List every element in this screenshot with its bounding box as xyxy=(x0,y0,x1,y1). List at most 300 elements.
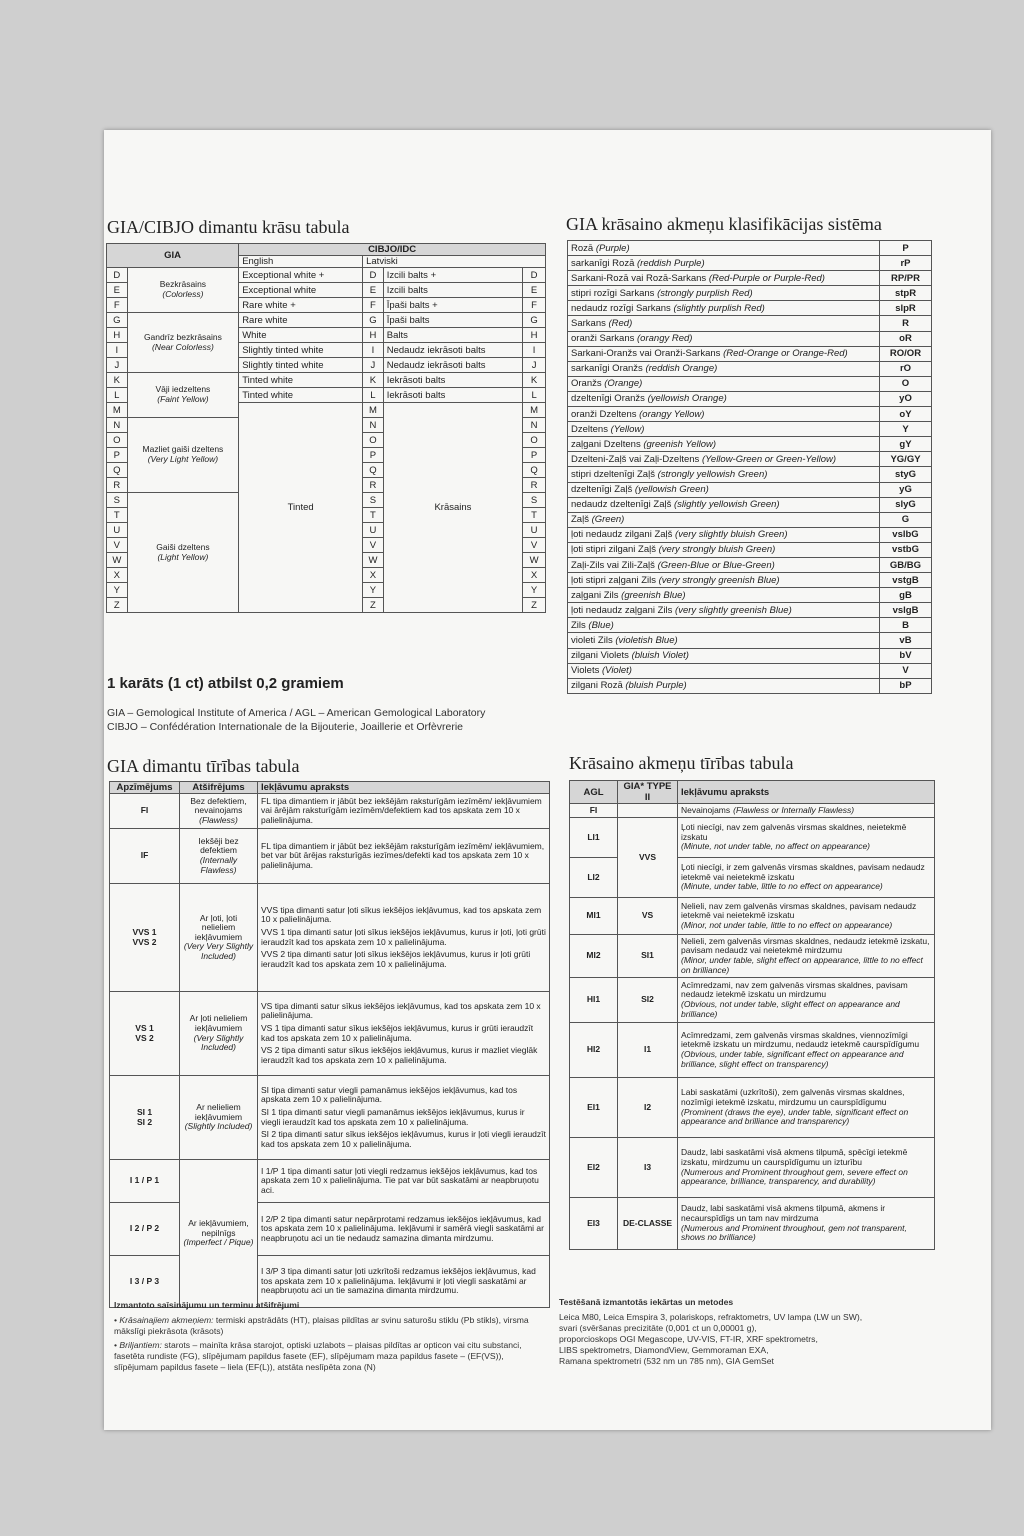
cc-desc-en: (Numerous and Prominent throughout gem, severe effect on appearance, brilliance, transparency, and durability) xyxy=(681,1166,908,1187)
cc-desc-en: (Obvious, not under table, slight effect on appearance and brilliance) xyxy=(681,999,900,1019)
grade-letter: X xyxy=(107,568,128,583)
english-name: White xyxy=(239,328,363,343)
decoding-en: (Very Very Slightly Included) xyxy=(183,941,254,961)
idc-letter: I xyxy=(523,343,546,358)
grade-letter: N xyxy=(107,418,128,433)
clarity-title: GIA dimantu tīrības tabula xyxy=(107,756,300,776)
clarity-code: FI xyxy=(110,794,180,829)
color-system-row xyxy=(568,376,932,391)
cibjo-letter: Y xyxy=(363,583,384,598)
group-name: Mazliet gaiši dzeltens xyxy=(142,444,224,455)
latvian-name: Izcili balts xyxy=(383,283,522,298)
color-name-lv: nedaudz rozīgi Sarkans xyxy=(571,302,671,314)
idc-letter: U xyxy=(523,523,546,538)
cc-description xyxy=(678,1198,935,1250)
cc-row xyxy=(570,818,935,858)
color-system-row xyxy=(568,542,932,557)
color-code: vslgB xyxy=(880,603,932,618)
methods-line: svari (svēršanas precizitāte (0,001 ct un 0,00001 g), xyxy=(559,1323,757,1333)
cibjo-letter: Q xyxy=(363,463,384,478)
color-system-row xyxy=(568,648,932,663)
idc-letter: R xyxy=(523,478,546,493)
agl-code: LI2 xyxy=(570,858,618,898)
header-row xyxy=(107,244,546,256)
decoding-text: Ar ļoti, ļoti nelieliem iekļāvumiem xyxy=(194,912,243,942)
idc-letter: L xyxy=(523,388,546,403)
grade-letter: T xyxy=(107,508,128,523)
color-system-row xyxy=(568,271,932,286)
color-code: O xyxy=(880,376,932,391)
color-name xyxy=(568,512,880,527)
grade-letter: O xyxy=(107,433,128,448)
color-system-row xyxy=(568,573,932,588)
grade-letter: V xyxy=(107,538,128,553)
clarity-description xyxy=(258,794,550,829)
color-system-row xyxy=(568,452,932,467)
idc-letter: Z xyxy=(523,598,546,613)
color-code: yO xyxy=(880,391,932,406)
description-paragraph: FL tipa dimantiem ir jābūt bez iekšējām raksturīgām iezīmēm/ iekļāvumiem vai ārējām raksturīgām iezīmēm/defektiem kad tos apskata zem 10 x palielinājuma. xyxy=(261,795,542,825)
color-code: YG/GY xyxy=(880,452,932,467)
clarity-decoding xyxy=(180,1160,258,1308)
cibjo-letter: V xyxy=(363,538,384,553)
cc-desc-lv: Daudz, labi saskatāmi visā akmens tilpumā, spēcīgi ietekmē izskatu, mirdzumu un caurspīdīgumu un izturību xyxy=(681,1147,908,1167)
description-paragraph: I 2/P 2 tipa dimanti satur nepārprotami redzamus iekšējos iekļāvumus, kad tos apskata zem 10 x palielinājuma. Iekļāvumi ir samērā viegli saskatāmi ar neapbruņotu aci un tie nedaudz samazina dimanta mirdzumu. xyxy=(261,1213,544,1243)
color-name-lv: Sarkani-Rozā vai Rozā-Sarkans xyxy=(571,272,707,284)
cc-row xyxy=(570,1023,935,1078)
agl-code: LI1 xyxy=(570,818,618,858)
colored-clarity-table xyxy=(569,780,935,1250)
color-system-row xyxy=(568,437,932,452)
cc-desc-lv: Acīmredzami, nav zem galvenās virsmas skaldnes, pavisam nedaudz ietekmē izskatu un mirdzumu xyxy=(681,979,908,1000)
grade-letter: Q xyxy=(107,463,128,478)
color-group xyxy=(127,493,239,613)
description-paragraph: VVS tipa dimanti satur ļoti sīkus iekšējos iekļāvumus, kad tos apskata zem 10 x palielinājuma. xyxy=(261,904,542,925)
color-name-lv: Violets xyxy=(571,665,600,677)
color-name xyxy=(568,663,880,678)
gia-head: GIA xyxy=(107,244,239,268)
color-name xyxy=(568,603,880,618)
grade-letter: W xyxy=(107,553,128,568)
color-name xyxy=(568,422,880,437)
color-code: oR xyxy=(880,331,932,346)
gia-code: VVS xyxy=(618,818,678,898)
grade-letter: J xyxy=(107,358,128,373)
idc-letter: S xyxy=(523,493,546,508)
idc-letter: X xyxy=(523,568,546,583)
color-code: rP xyxy=(880,256,932,271)
color-group xyxy=(127,373,239,418)
color-code: vstbG xyxy=(880,542,932,557)
description-paragraph: SI 1 tipa dimanti satur viegli pamanāmus iekšējos iekļāvumus, kurus ir viegli ieraudzīt kad tos apskata zem 10 x palielinājuma. xyxy=(261,1106,525,1127)
decoding-text: Bez defektiem, nevainojams xyxy=(190,795,247,816)
agl-code: EI2 xyxy=(570,1138,618,1198)
clarity-code: I 2 / P 2 xyxy=(110,1203,180,1256)
terms-item: • Briljantiem: starots – mainīta krāsa starojot, optiski uzlabots – plaisas pildītas ar opticon vai citu substanci, fasetēta rundiste (FG), slīpējumam papildus fasete (EF), slīpējumam maza papildus fasete – (EF(VS)), slīpējumam papildus fasete – liela (EF(L)), atstāta neslīpēta zona (N) xyxy=(114,1340,522,1372)
color-system-row xyxy=(568,497,932,512)
color-system-row xyxy=(568,618,932,633)
idc-letter: Y xyxy=(523,583,546,598)
cc-row xyxy=(570,1078,935,1138)
cc-row xyxy=(570,804,935,818)
color-name-en: (Red-Purple or Purple-Red) xyxy=(708,272,825,284)
clarity-row xyxy=(110,884,550,992)
latvian-name: Nedaudz iekrāsoti balts xyxy=(383,358,522,373)
idc-letter: H xyxy=(523,328,546,343)
color-name xyxy=(568,301,880,316)
color-name-en: (yellowish Orange) xyxy=(647,393,727,405)
description-paragraph: FL tipa dimantiem ir jābūt bez iekšējām raksturīgām iezīmēm/ iekļāvumiem, bet var būt ārējas raksturīgās iezīmes/defekti kad tos apskata zem 10 x palielinājuma. xyxy=(261,840,545,870)
cibjo-letter: Z xyxy=(363,598,384,613)
color-row xyxy=(107,373,546,388)
color-name-lv: violeti Zils xyxy=(571,634,613,646)
color-system-row xyxy=(568,678,932,693)
gia-code: VS xyxy=(618,898,678,935)
color-system-row xyxy=(568,512,932,527)
color-name-en: (Green) xyxy=(591,514,625,526)
decoding-en: (Slightly Included) xyxy=(184,1121,253,1132)
color-name xyxy=(568,588,880,603)
cc-desc-lv: Nelieli, zem galvenās virsmas skaldnes, nedaudz ietekmē izskatu, pavisam nedaudz vai neietekmē mirdzumu xyxy=(681,935,930,956)
color-name xyxy=(568,331,880,346)
idc-letter: P xyxy=(523,448,546,463)
cibjo-head: CIBJO/IDC xyxy=(239,244,546,256)
cc-description xyxy=(678,1023,935,1078)
clarity-head: Iekļāvumu apraksts xyxy=(258,782,550,794)
color-name-en: (Red) xyxy=(608,318,633,330)
grade-letter: P xyxy=(107,448,128,463)
cc-desc-lv: Acīmredzami, zem galvenās virsmas skaldnes, viennozīmīgi ietekmē izskatu un mirdzumu, nedaudz ietekmē caurspīdīgumu xyxy=(681,1029,920,1050)
color-name-lv: zilgani Violets xyxy=(571,650,629,662)
decoding-en: (Imperfect / Pique) xyxy=(183,1237,254,1248)
clarity-code: I 1 / P 1 xyxy=(110,1160,180,1203)
decoding-en: (Flawless) xyxy=(199,814,238,825)
color-name-en: (Orange) xyxy=(604,378,643,390)
idc-letter: G xyxy=(523,313,546,328)
cc-desc-en: (Minute, under table, little to no effect on appearance) xyxy=(681,881,883,892)
color-system-row xyxy=(568,467,932,482)
grade-letter: G xyxy=(107,313,128,328)
grade-letter: H xyxy=(107,328,128,343)
cc-row xyxy=(570,935,935,978)
cc-desc-en: (Minor, not under table, little to no effect on appearance) xyxy=(681,919,893,930)
cc-description xyxy=(678,804,935,818)
idc-letter: D xyxy=(523,268,546,283)
color-system-row xyxy=(568,346,932,361)
decoding-en: (Internally Flawless) xyxy=(199,855,238,875)
clarity-decoding xyxy=(180,829,258,884)
color-code: vslbG xyxy=(880,527,932,542)
color-name xyxy=(568,346,880,361)
color-name-en: (reddish Orange) xyxy=(645,363,718,375)
abbr-line: GIA – Gemological Institute of America / AGL – American Gemological Laboratory xyxy=(107,707,486,719)
color-name xyxy=(568,482,880,497)
color-name xyxy=(568,542,880,557)
cibjo-letter: L xyxy=(363,388,384,403)
color-system-row xyxy=(568,331,932,346)
idc-letter: V xyxy=(523,538,546,553)
clarity-head: Atšifrējums xyxy=(180,782,258,794)
clarity-row xyxy=(110,1203,550,1256)
cc-head: Iekļāvumu apraksts xyxy=(678,781,935,804)
color-name-en: (Red-Orange or Orange-Red) xyxy=(723,348,848,360)
color-code: RO/OR xyxy=(880,346,932,361)
cc-description xyxy=(678,1138,935,1198)
terms-block xyxy=(114,1300,544,1373)
cc-desc-en: (Flawless or Internally Flawless) xyxy=(733,804,855,815)
color-name-en: (bluish Violet) xyxy=(631,650,689,662)
gia-code: DE-CLASSE xyxy=(618,1198,678,1250)
description-paragraph: VS tipa dimanti satur sīkus iekšējos iekļāvumus, kad tos apskata zem 10 x palielinājuma. xyxy=(261,1000,541,1021)
grade-letter: M xyxy=(107,403,128,418)
color-system-table xyxy=(567,240,932,694)
color-name-en: (very strongly bluish Green) xyxy=(658,544,776,556)
color-name-lv: Zils xyxy=(571,619,586,631)
grade-letter: L xyxy=(107,388,128,403)
latvian-name: Balts xyxy=(383,328,522,343)
cc-row xyxy=(570,1198,935,1250)
clarity-description xyxy=(258,829,550,884)
color-system-row xyxy=(568,301,932,316)
cc-desc-lv: Nevainojams xyxy=(681,804,731,815)
color-code: rO xyxy=(880,361,932,376)
color-system-row xyxy=(568,527,932,542)
cc-description xyxy=(678,935,935,978)
color-name xyxy=(568,618,880,633)
idc-letter: J xyxy=(523,358,546,373)
color-system-row xyxy=(568,422,932,437)
agl-code: MI2 xyxy=(570,935,618,978)
latvian-name: Īpaši balts + xyxy=(383,298,522,313)
cibjo-letter: X xyxy=(363,568,384,583)
color-code: gY xyxy=(880,437,932,452)
cibjo-letter: F xyxy=(363,298,384,313)
latvian-name: Izcili balts + xyxy=(383,268,522,283)
cibjo-letter: N xyxy=(363,418,384,433)
color-name xyxy=(568,316,880,331)
color-name-en: (slightly purplish Red) xyxy=(673,302,765,314)
grade-letter: R xyxy=(107,478,128,493)
clarity-decoding xyxy=(180,794,258,829)
english-head: English xyxy=(239,256,363,268)
group-name: Bezkrāsains xyxy=(159,279,207,290)
color-system-row xyxy=(568,256,932,271)
grade-letter: Y xyxy=(107,583,128,598)
color-name-lv: nedaudz dzeltenīgi Zaļš xyxy=(571,499,672,511)
latvian-name: Īpaši balts xyxy=(383,313,522,328)
color-code: B xyxy=(880,618,932,633)
color-group xyxy=(127,313,239,373)
cc-desc-en: (Numerous and Prominent throughout, gem not transparent, shows no brilliance) xyxy=(681,1222,907,1243)
group-name-en: (Very Light Yellow) xyxy=(147,454,219,464)
color-code: yG xyxy=(880,482,932,497)
color-name-lv: Sarkani-Oranžs vai Oranži-Sarkans xyxy=(571,348,721,360)
color-name-en: (Yellow) xyxy=(610,423,645,435)
cc-desc-lv: Nelieli, nav zem galvenās virsmas skaldnes, pavisam nedaudz ietekmē vai neietekmē izskatu xyxy=(681,900,917,921)
cc-desc-lv: Ļoti niecīgi, ir zem galvenās virsmas skaldnes, pavisam nedaudz ietekmē vai neietekmē izskatu xyxy=(681,862,925,882)
description-paragraph: SI 2 tipa dimanti satur sīkus iekšējos iekļāvumus, kurus ir ļoti viegli ieraudzīt kad tos apskata zem 10 x palielinājuma. xyxy=(261,1129,546,1149)
color-name-lv: zilgani Rozā xyxy=(571,680,623,692)
idc-letter: K xyxy=(523,373,546,388)
cibjo-letter: P xyxy=(363,448,384,463)
gia-code xyxy=(618,804,678,818)
grade-letter: S xyxy=(107,493,128,508)
clarity-description xyxy=(258,1076,550,1160)
description-paragraph: SI tipa dimanti satur viegli pamanāmus iekšējos iekļāvumus, kad tos apskata zem 10 x palielinājuma. xyxy=(261,1084,518,1105)
methods-line: LIBS spektrometrs, DiamondView, Gemmoraman EXA, xyxy=(559,1345,769,1355)
color-name xyxy=(568,633,880,648)
color-name-lv: Oranžs xyxy=(571,378,602,390)
color-name-en: (Purple) xyxy=(595,242,630,254)
clarity-code: I 3 / P 3 xyxy=(110,1256,180,1308)
english-name: Rare white + xyxy=(239,298,363,313)
color-name-en: (Yellow-Green or Green-Yellow) xyxy=(701,453,837,465)
color-group xyxy=(127,268,239,313)
color-name-lv: dzeltenīgi Zaļš xyxy=(571,484,633,496)
grade-letter: U xyxy=(107,523,128,538)
clarity-row xyxy=(110,829,550,884)
cc-description xyxy=(678,1078,935,1138)
idc-letter: O xyxy=(523,433,546,448)
color-name-en: (violetish Blue) xyxy=(615,634,678,646)
color-name-lv: ļoti stipri zilgani Zaļš xyxy=(571,544,656,556)
cibjo-letter: K xyxy=(363,373,384,388)
color-code: V xyxy=(880,663,932,678)
color-name-en: (reddish Purple) xyxy=(637,257,705,269)
color-code: G xyxy=(880,512,932,527)
idc-letter: Q xyxy=(523,463,546,478)
color-name-en: (greenish Yellow) xyxy=(643,438,717,450)
color-code: bV xyxy=(880,648,932,663)
color-code: slyG xyxy=(880,497,932,512)
color-name-en: (Green-Blue or Blue-Green) xyxy=(657,559,775,571)
abbr-line: CIBJO – Confédération Internationale de la Bijouterie, Joaillerie et Orfèvrerie xyxy=(107,721,464,733)
methods-line: Ramana spektrometri (532 nm un 785 nm), GIA GemSet xyxy=(559,1356,774,1366)
cibjo-letter: T xyxy=(363,508,384,523)
cc-description xyxy=(678,858,935,898)
cibjo-letter: U xyxy=(363,523,384,538)
grade-letter: K xyxy=(107,373,128,388)
color-system-title: GIA krāsaino akmeņu klasifikācijas sistēma xyxy=(566,214,882,234)
color-system-row xyxy=(568,407,932,422)
clarity-description xyxy=(258,884,550,992)
color-name-lv: oranži Sarkans xyxy=(571,333,635,345)
description-paragraph: VVS 1 tipa dimanti satur ļoti sīkus iekšējos iekļāvumus, kurus ir ļoti, ļoti grūti ieraudzīt kad tos apskata zem 10 x palielinājuma. xyxy=(261,926,546,947)
idc-letter: W xyxy=(523,553,546,568)
gia-code: SI1 xyxy=(618,935,678,978)
color-name-lv: Zaļi-Zils vai Zili-Zaļš xyxy=(571,559,655,571)
color-name-en: (bluish Purple) xyxy=(625,680,687,692)
color-code: Y xyxy=(880,422,932,437)
group-name-en: (Colorless) xyxy=(162,289,204,299)
cc-description xyxy=(678,978,935,1023)
cc-description xyxy=(678,818,935,858)
color-code: stpR xyxy=(880,286,932,301)
color-system-row xyxy=(568,603,932,618)
idc-letter: T xyxy=(523,508,546,523)
cibjo-letter: G xyxy=(363,313,384,328)
english-name: Exceptional white xyxy=(239,283,363,298)
cc-row xyxy=(570,1138,935,1198)
color-code: gB xyxy=(880,588,932,603)
description-paragraph: VS 2 tipa dimanti satur sīkus iekšējos iekļāvumus, kurus ir mazliet vieglāk ieraudzīt kad tos apskata zem 10 x palielinājuma. xyxy=(261,1045,538,1065)
diamond-clarity-table xyxy=(109,781,550,1308)
decoding-en: (Very Slightly Included) xyxy=(193,1032,244,1053)
group-name: Gaiši dzeltens xyxy=(156,541,210,552)
decoding-text: Ar ļoti nelieliem iekļāvumiem xyxy=(189,1013,248,1033)
terms-item: • Krāsainajiem akmeņiem: termiski apstrādāts (HT), plaisas pildītas ar svinu saturošu stiklu (Pb stikls), virsma mākslīgi piekrāsota (krāsots) xyxy=(114,1315,529,1336)
color-code: oY xyxy=(880,407,932,422)
description-paragraph: I 1/P 1 tipa dimanti satur ļoti viegli redzamus iekšējos iekļāvumus, kad tos apskata zem 10 x palielinājuma. Tie pat var būt saskatāmi ar neapbruņotu aci. xyxy=(261,1165,539,1195)
clarity-code: VS 1 VS 2 xyxy=(110,992,180,1076)
english-name: Tinted white xyxy=(239,373,363,388)
carat-note: 1 karāts (1 ct) atbilst 0,2 gramiem xyxy=(107,675,344,692)
idc-letter: M xyxy=(523,403,546,418)
color-name xyxy=(568,573,880,588)
grade-letter: E xyxy=(107,283,128,298)
cibjo-letter: H xyxy=(363,328,384,343)
document-sheet xyxy=(104,130,991,1430)
idc-letter: N xyxy=(523,418,546,433)
clarity-row xyxy=(110,794,550,829)
group-name: Gandrīz bezkrāsains xyxy=(143,331,222,342)
group-name-en: (Faint Yellow) xyxy=(157,394,209,404)
clarity-row xyxy=(110,1160,550,1203)
color-name-lv: sarkanīgi Rozā xyxy=(571,257,635,269)
agl-code: EI3 xyxy=(570,1198,618,1250)
cc-desc-en: (Minute, not under table, no affect on appearance) xyxy=(681,841,871,852)
color-name xyxy=(568,678,880,693)
diamond-color-table xyxy=(106,243,546,613)
cibjo-letter: J xyxy=(363,358,384,373)
clarity-row xyxy=(110,992,550,1076)
clarity-head: Apzīmējums xyxy=(110,782,180,794)
color-system-row xyxy=(568,633,932,648)
agl-code: HI2 xyxy=(570,1023,618,1078)
color-name-lv: stipri dzeltenīgi Zaļš xyxy=(571,468,655,480)
color-name xyxy=(568,467,880,482)
color-name-lv: ļoti stipri zaļgani Zils xyxy=(571,574,656,586)
idc-letter: E xyxy=(523,283,546,298)
krasains-label: Krāsains xyxy=(383,403,522,613)
color-code: R xyxy=(880,316,932,331)
color-name-lv: ļoti nedaudz zilgani Zaļš xyxy=(571,529,673,541)
clarity-description xyxy=(258,1203,550,1256)
color-name-en: (Blue) xyxy=(588,619,614,631)
cc-head: GIA* TYPE II xyxy=(618,781,678,804)
methods-line: proporcioskops OGI Megascope, UV-VIS, FT-IR, XRF spektrometrs, xyxy=(559,1334,818,1344)
colored-clarity-title: Krāsaino akmeņu tīrības tabula xyxy=(569,753,794,773)
latvian-name: Nedaudz iekrāsoti balts xyxy=(383,343,522,358)
color-name-en: (slightly yellowish Green) xyxy=(673,499,780,511)
color-row xyxy=(107,313,546,328)
english-name: Tinted white xyxy=(239,388,363,403)
color-name-en: (very slightly bluish Green) xyxy=(675,529,788,541)
color-name xyxy=(568,271,880,286)
agl-code: EI1 xyxy=(570,1078,618,1138)
abbreviations xyxy=(107,706,485,734)
color-name-lv: zaļgani Dzeltens xyxy=(571,438,641,450)
grade-letter: I xyxy=(107,343,128,358)
clarity-row xyxy=(110,1076,550,1160)
color-code: slpR xyxy=(880,301,932,316)
english-name: Rare white xyxy=(239,313,363,328)
color-name-en: (very slightly greenish Blue) xyxy=(675,604,792,616)
color-name-en: (orangy Yellow) xyxy=(639,408,705,420)
tinted-label: Tinted xyxy=(239,403,363,613)
color-name-en: (very strongly greenish Blue) xyxy=(658,574,780,586)
grade-letter: Z xyxy=(107,598,128,613)
